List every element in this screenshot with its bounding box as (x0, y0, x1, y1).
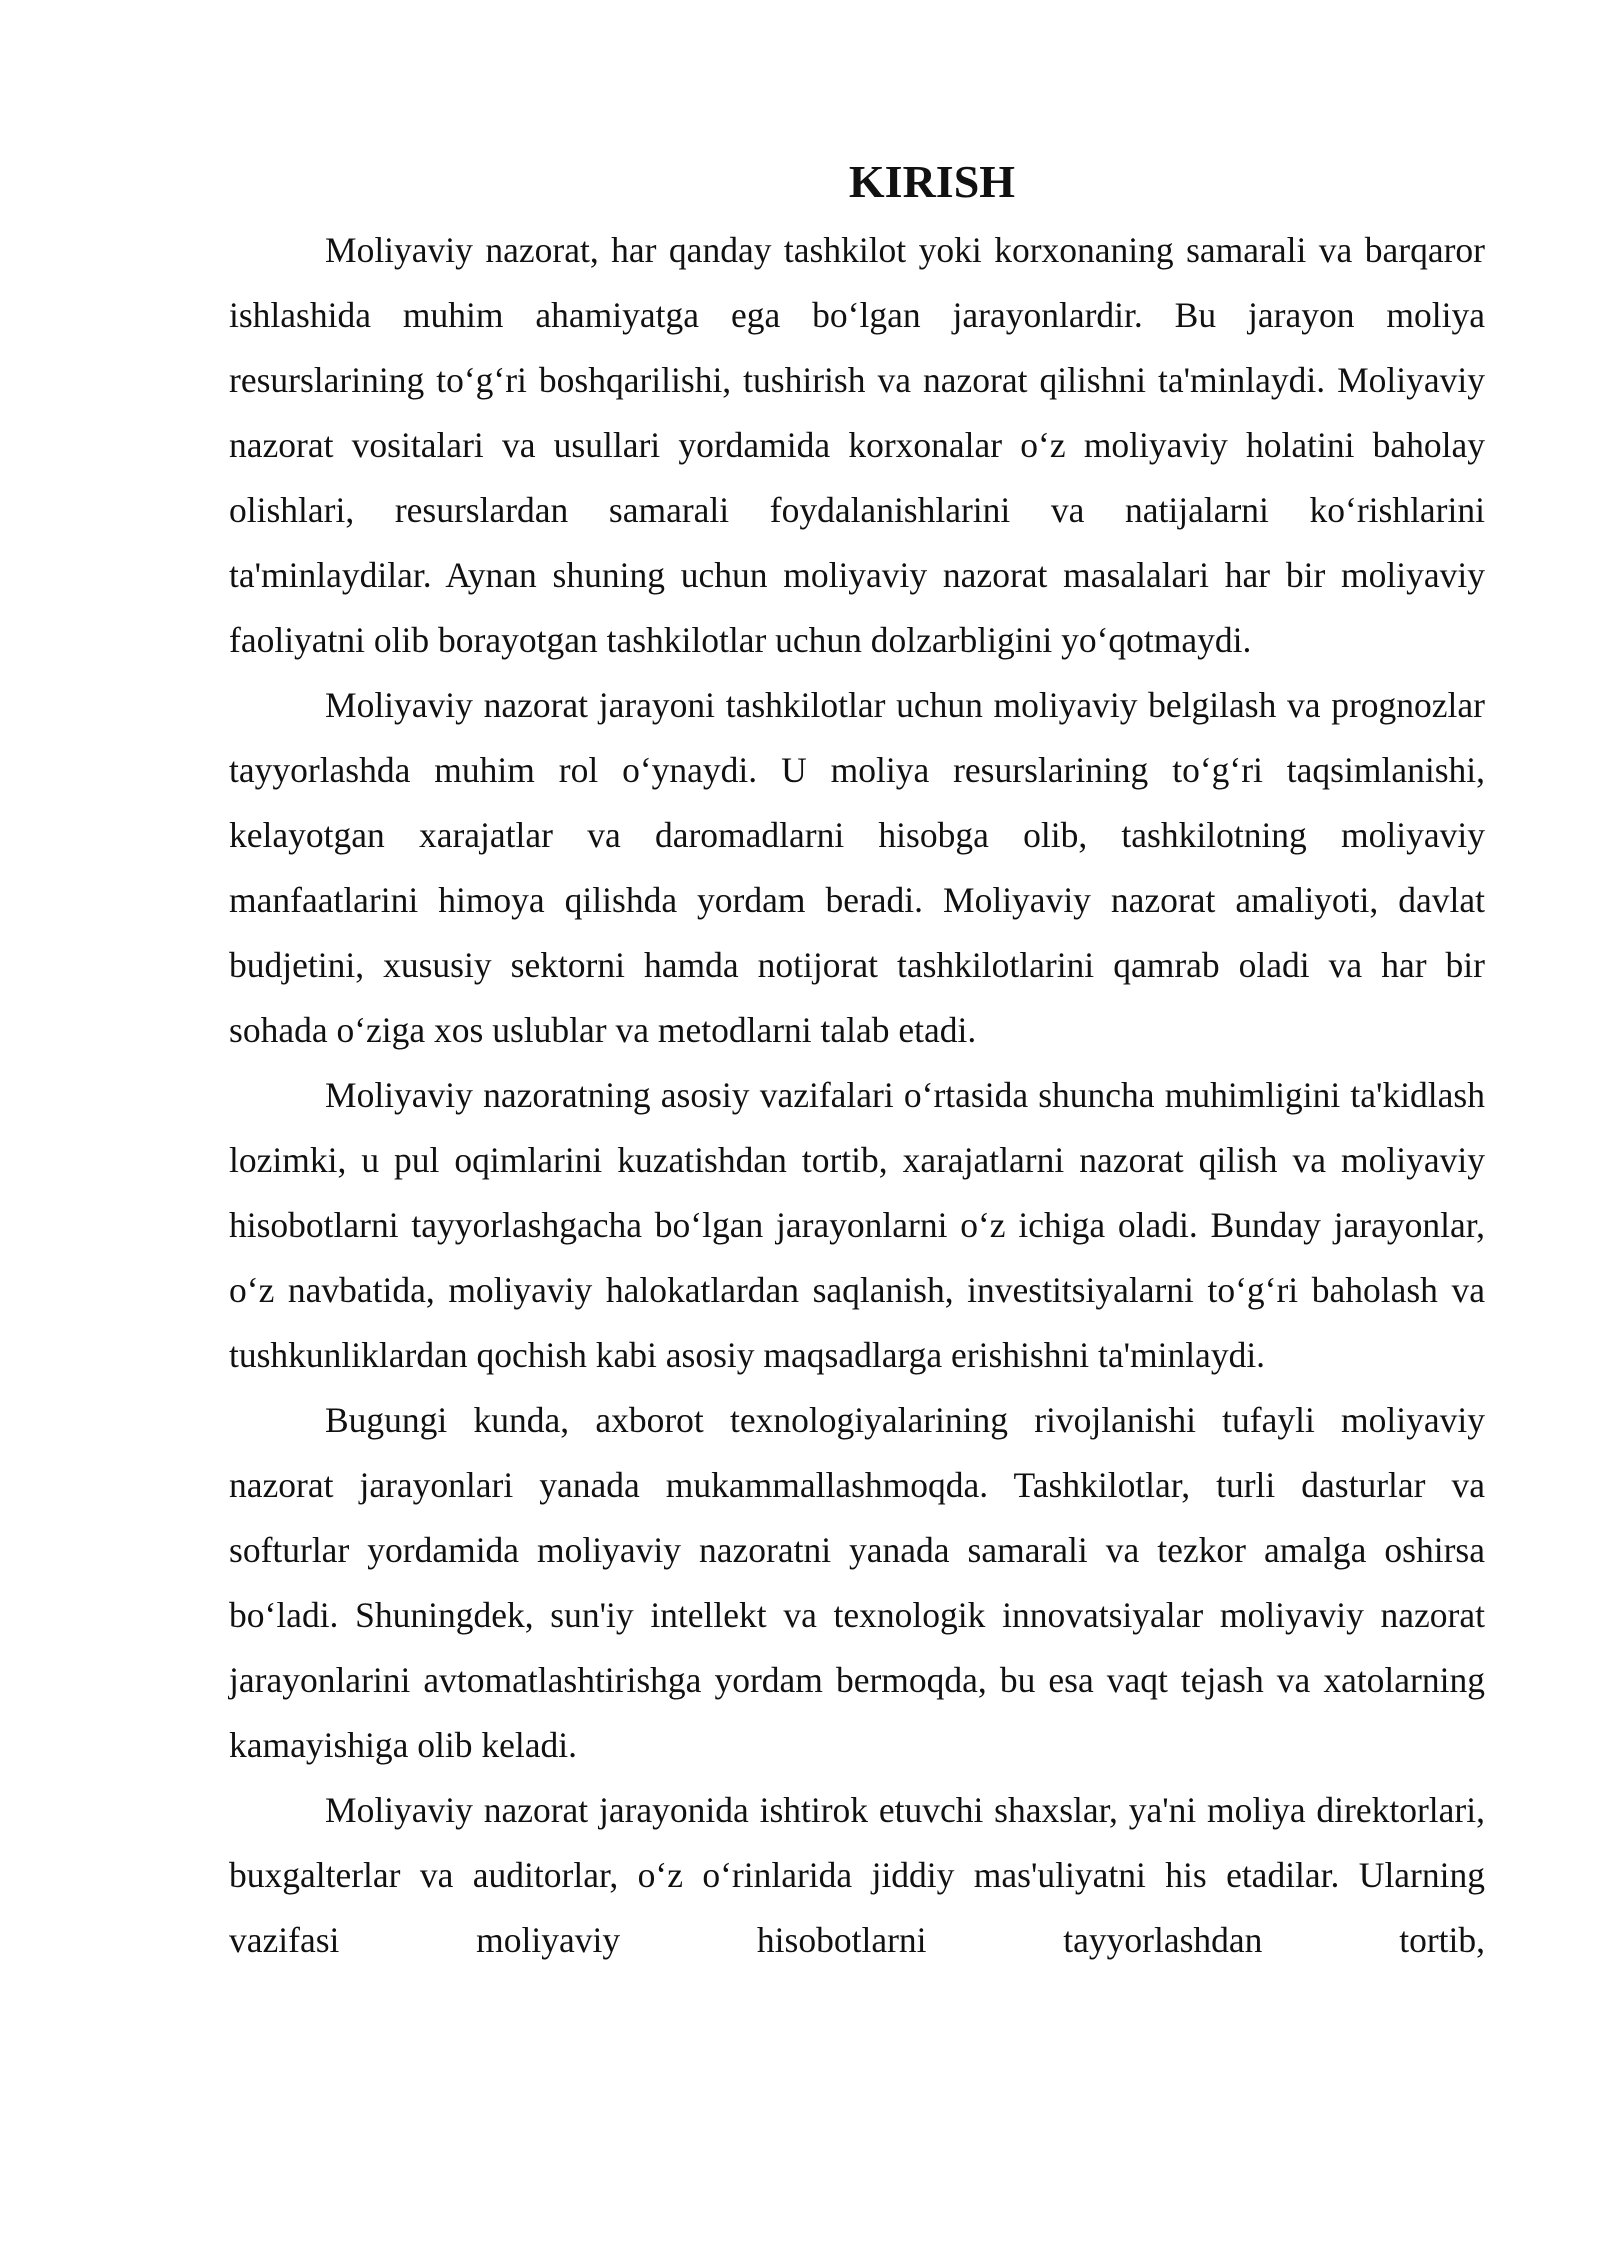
document-body (229, 150, 1485, 1973)
paragraph-4: Bugungi kunda, axborot texnologiyalarining rivojlanishi tufayli moliyaviy nazorat jarayonlari yanada mukammallashmoqda. Tashkilotlar, turli dasturlar va softurlar yordamida moliyaviy nazoratni yanada samarali va tezkor amalga oshirsa boʻladi. Shuningdek, sun'iy intellekt va texnologik innovatsiyalar moliyaviy nazorat jarayonlarini avtomatlashtirishga yordam bermoqda, bu esa vaqt tejash va xatolarning kamayishiga olib keladi. (229, 1400, 1485, 1765)
paragraph-1: Moliyaviy nazorat, har qanday tashkilot yoki korxonaning samarali va barqaror ishlashida muhim ahamiyatga ega boʻlgan jarayonlardir. Bu jarayon moliya resurslarining toʻgʻri boshqarilishi, tushirish va nazorat qilishni ta'minlaydi. Moliyaviy nazorat vositalari va usullari yordamida korxonalar oʻz moliyaviy holatini baholay olishlari, resurslardan samarali foydalanishlarini va natijalarni koʻrishlarini ta'minlaydilar. Aynan shuning uchun moliyaviy nazorat masalalari har bir moliyaviy faoliyatni olib borayotgan tashkilotlar uchun dolzarbligini yoʻqotmaydi. (229, 230, 1485, 660)
paragraph-3: Moliyaviy nazoratning asosiy vazifalari oʻrtasida shuncha muhimligini ta'kidlash lozimki, u pul oqimlarini kuzatishdan tortib, xarajatlarni nazorat qilish va moliyaviy hisobotlarni tayyorlashgacha boʻlgan jarayonlarni oʻz ichiga oladi. Bunday jarayonlar, oʻz navbatida, moliyaviy halokatlardan saqlanish, investitsiyalarni toʻgʻri baholash va tushkunliklardan qochish kabi asosiy maqsadlarga erishishni ta'minlaydi. (229, 1075, 1485, 1375)
paragraph-2: Moliyaviy nazorat jarayoni tashkilotlar uchun moliyaviy belgilash va prognozlar tayyorlashda muhim rol oʻynaydi. U moliya resurslarining toʻgʻri taqsimlanishi, kelayotgan xarajatlar va daromadlarni hisobga olib, tashkilotning moliyaviy manfaatlarini himoya qilishda yordam beradi. Moliyaviy nazorat amaliyoti, davlat budjetini, xususiy sektorni hamda notijorat tashkilotlarini qamrab oladi va har bir sohada oʻziga xos uslublar va metodlarni talab etadi. (229, 685, 1485, 1050)
page-title: KIRISH (848, 156, 1016, 207)
paragraph-5: Moliyaviy nazorat jarayonida ishtirok etuvchi shaxslar, ya'ni moliya direktorlari, buxgalterlar va auditorlar, oʻz oʻrinlarida jiddiy mas'uliyatni his etadilar. Ularning vazifasi moliyaviy hisobotlarni tayyorlashdan tortib, (229, 1790, 1485, 1960)
